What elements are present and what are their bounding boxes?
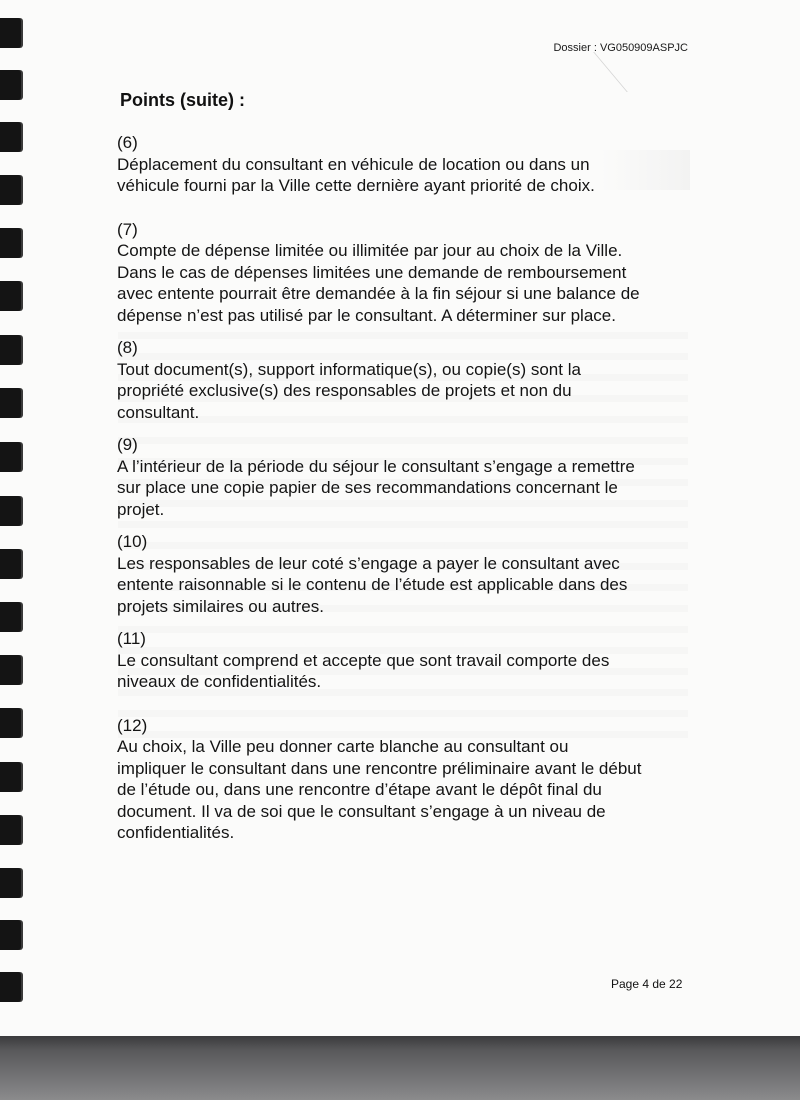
point-10: [117, 531, 707, 617]
point-6: [117, 132, 707, 197]
point-text: Le consultant comprend et accepte que sont travail comporte des niveaux de confidentialités.: [117, 650, 610, 691]
point-7: [117, 219, 707, 327]
scanner-edge: [0, 1036, 800, 1100]
point-number: (11): [117, 629, 146, 648]
point-text: Au choix, la Ville peu donner carte blanche au consultant ou impliquer le consultant dans une rencontre préliminaire avant le début de l’étude ou, dans une rencontre d’étape avant le dépôt final du document. Il va de soi que le consultant s’engage à un niveau de confidentialités.: [117, 737, 642, 842]
points-list: [117, 132, 707, 844]
point-12: [117, 715, 707, 844]
point-text: Compte de dépense limitée ou illimitée par jour au choix de la Ville. Dans le cas de dépenses limitées une demande de remboursement avec entente pourrait être demandée à la fin séjour si une balance de dépense n’est pas utilisé par le consultant. A déterminer sur place.: [117, 241, 640, 325]
pen-mark: [593, 52, 688, 92]
point-number: (6): [117, 133, 138, 152]
binding-holes: [0, 0, 26, 1036]
point-11: [117, 628, 707, 693]
point-number: (9): [117, 435, 138, 454]
point-text: A l’intérieur de la période du séjour le consultant s’engage a remettre sur place une copie papier de ses recommandations concernant le projet.: [117, 456, 635, 519]
section-title: Points (suite) :: [120, 90, 245, 110]
page-number: Page 4 de 22: [611, 977, 683, 991]
point-8: [117, 337, 707, 423]
point-text: Les responsables de leur coté s’engage a payer le consultant avec entente raisonnable si le contenu de l’étude est applicable dans des projets similaires ou autres.: [117, 553, 628, 616]
point-text: Déplacement du consultant en véhicule de location ou dans un véhicule fourni par la Ville cette dernière ayant priorité de choix.: [117, 154, 595, 195]
point-number: (7): [117, 219, 138, 239]
dossier-reference: Dossier : VG050909ASPJC: [553, 42, 688, 54]
point-number: (10): [117, 532, 148, 551]
point-9: [117, 434, 707, 520]
point-number: (12): [117, 715, 148, 735]
point-text: Tout document(s), support informatique(s), ou copie(s) sont la propriété exclusive(s) des responsables de projets et non du consultant.: [117, 359, 581, 422]
point-number: (8): [117, 338, 138, 357]
